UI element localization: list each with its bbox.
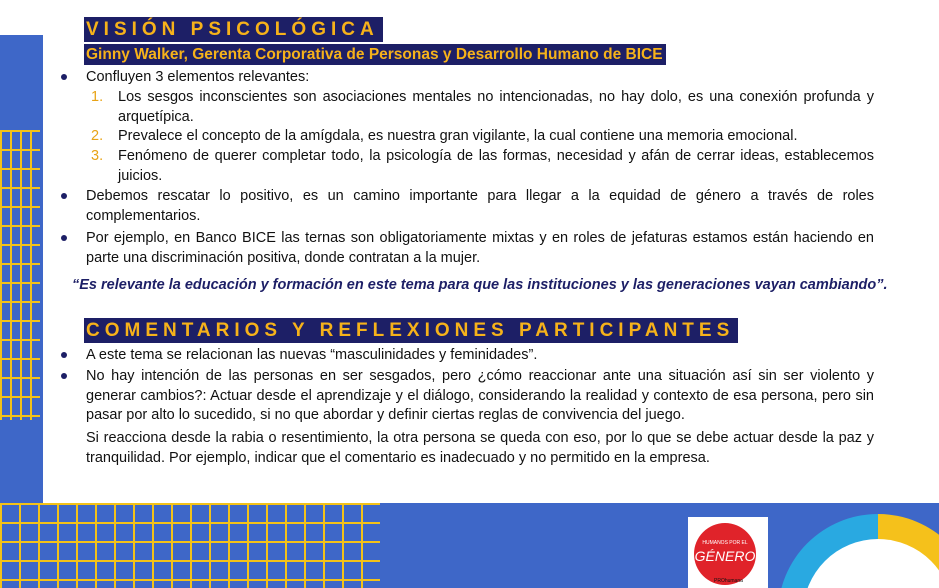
ring-center [803,539,939,588]
paragraph-text: Si reacciona desde la rabia o resentimiento, la otra persona se queda con eso, por lo que se debe actuar desde la paz y tranquilidad. Por ejemplo, indicar que el comentario es inadecuado y no permitido en la empresa. [86,430,874,466]
list-item-text: Prevalece el concepto de la amígdala, es nuestra gran vigilante, la cual contiene una memoria emocional. [118,128,798,144]
logo-bottom-text: PROhumana [714,578,743,584]
section-title-comentarios: COMENTARIOS Y REFLEXIONES PARTICIPANTES [84,318,738,343]
list-number: 3. [91,148,104,164]
humanos-por-el-genero-logo [688,517,768,588]
bullet-text: Debemos rescatar lo positivo, es un camino importante para llegar a la equidad de género a través de roles complementarios. [86,188,874,224]
bullet-text: Por ejemplo, en Banco BICE las ternas son obligatoriamente mixtas y en roles de jefaturas estamos están haciendo en parte una discriminación positiva, donde contratan a la mujer. [86,230,874,266]
yellow-grid-decoration-left [0,130,40,420]
bullet-icon [61,193,67,199]
highlight-quote: “Es relevante la educación y formación en este tema para que las instituciones y las generaciones vayan cambiando”. [72,277,888,293]
bullet-text: Confluyen 3 elementos relevantes: [86,69,310,85]
yellow-grid-decoration-bottom [0,503,380,588]
list-item-text: Los sesgos inconscientes son asociaciones mentales no intencionadas, no hay dolo, es una conexión profunda y arquetípica. [118,89,874,125]
logo-small-text: HUMANOS POR EL [702,540,748,546]
logo-main-text: GÉNERO [694,548,756,564]
bullet-icon [61,352,67,358]
section-title-vision: VISIÓN PSICOLÓGICA [84,17,383,42]
list-item-text: Fenómeno de querer completar todo, la psicología de las formas, necesidad y afán de cerrar ideas, establecemos juicios. [118,148,874,184]
logo-red-circle [694,523,756,585]
bullet-text: A este tema se relacionan las nuevas “masculinidades y feminidades”. [86,347,538,363]
bullet-icon [61,74,67,80]
speaker-subtitle: Ginny Walker, Gerenta Corporativa de Personas y Desarrollo Humano de BICE [84,44,666,65]
list-number: 1. [91,89,104,105]
list-number: 2. [91,128,104,144]
bullet-icon [61,235,67,241]
bullet-icon [61,373,67,379]
bullet-text: No hay intención de las personas en ser sesgados, pero ¿cómo reaccionar ante una situación así sin ser violento y generar cambios?: Actuar desde el aprendizaje y el diálogo, considerando la realidad y contexto de esa persona, pero sin pasar por alto lo sucedido, si no que abordar y definir ciertas reglas de convivencia del juego. [86,368,874,423]
